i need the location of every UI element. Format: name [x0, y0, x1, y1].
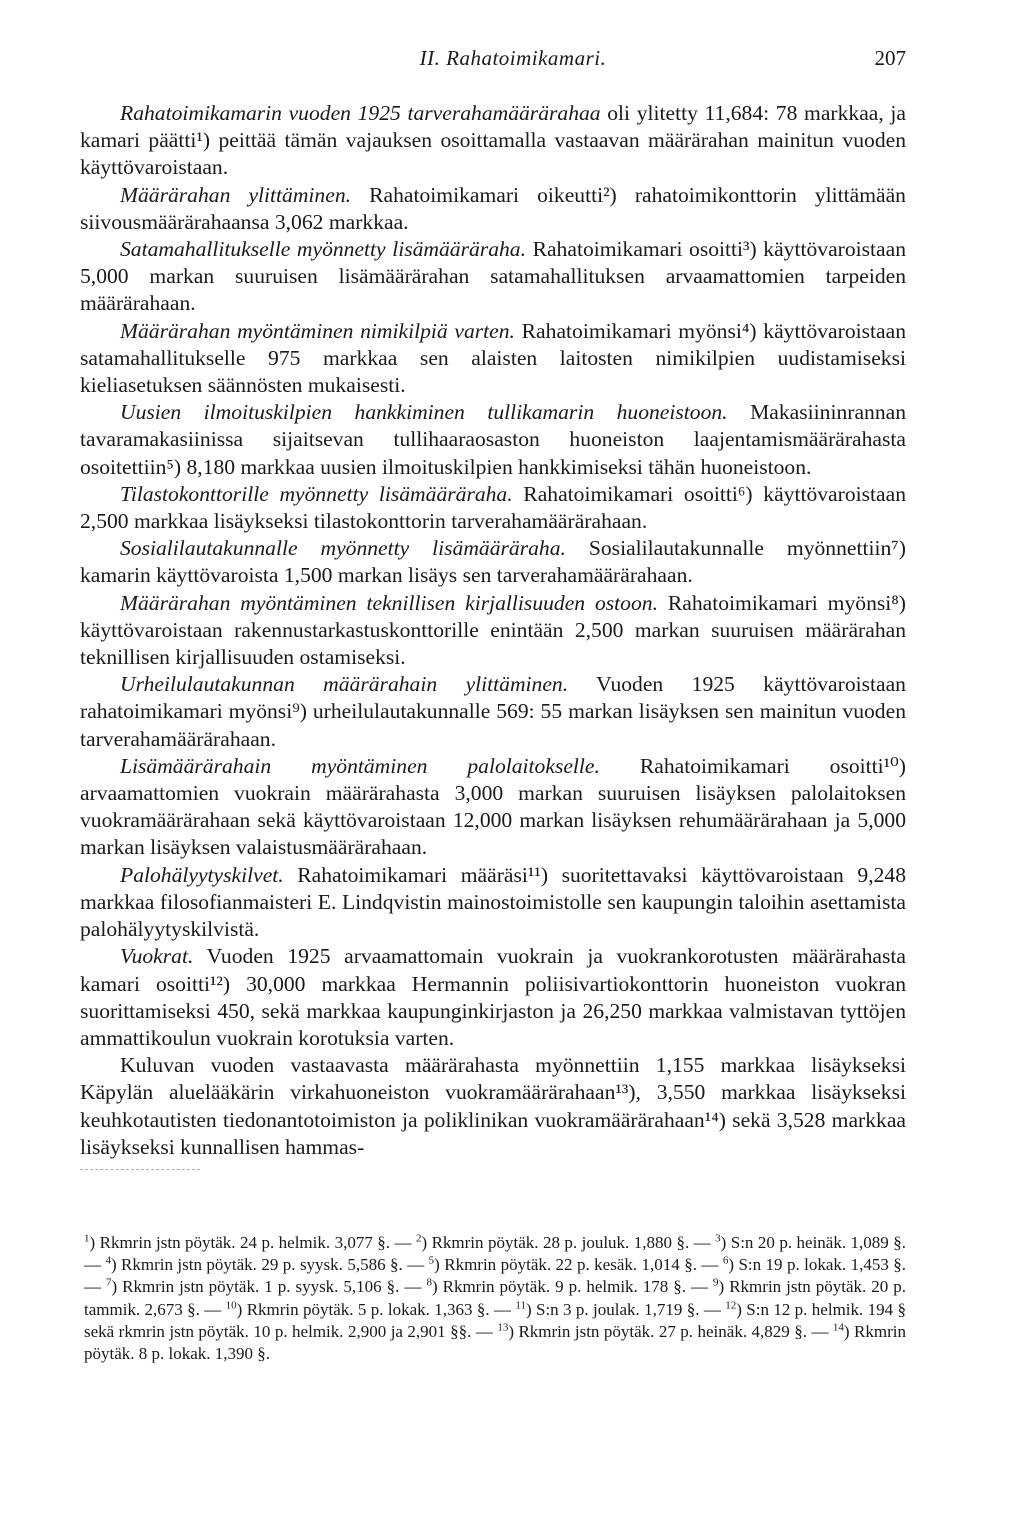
footnote: $^{11}$) S:n 3 p. joulak. 1,719 §. [515, 1298, 700, 1319]
footnote-mark: 12 [725, 1298, 737, 1311]
footnote-separator: — [199, 1299, 226, 1319]
paragraph-heading: Sosialilautakunnalle myönnetty lisämääräraha. [120, 536, 566, 561]
footnote: $^3$) S:n 20 p. heinäk. 1,089 §. [715, 1232, 907, 1252]
footnote-text: Rkmrin pöytäk. 5 p. lokak. 1,363 §. [242, 1299, 490, 1319]
page-number: 207 [874, 46, 906, 70]
footnote-separator: — [84, 1277, 106, 1297]
paragraph-text: Sosialilautakunnalle myönnettiin⁷) kamarin käyttövaroista 1,500 markan lisäys sen tarverahamäärärahaan. [80, 536, 906, 588]
footnote-text: Rkmrin jstn pöytäk. 20 p. tammik. 2,673 §. [84, 1277, 906, 1319]
footnote-text: Rkmrin jstn pöytäk. 27 p. heinäk. 4,829 §. [513, 1321, 807, 1341]
footnote-mark: 3 [715, 1232, 721, 1245]
footnote-mark: 2 [415, 1232, 422, 1245]
footnote-separator: — [390, 1232, 416, 1252]
footnote-text: Rkmrin pöytäk. 8 p. lokak. 1,390 §. [84, 1321, 906, 1363]
footnote: $^8$) Rkmrin pöytäk. 9 p. helmik. 178 §. [426, 1276, 687, 1297]
footnote-separator: — [84, 1255, 106, 1275]
footnote-text: Rkmrin jstn pöytäk. 1 p. syysk. 5,106 §. [117, 1277, 400, 1297]
footnote-mark: 5 [428, 1254, 435, 1267]
footnote-mark: 8 [426, 1276, 432, 1289]
footnote-separator: — [399, 1277, 427, 1297]
running-header [80, 40, 906, 80]
paragraph [80, 399, 906, 481]
footnote-separator: — [696, 1255, 723, 1275]
footnote-text: Rkmrin pöytäk. 28 p. jouluk. 1,880 §. [427, 1232, 690, 1252]
footnote-text: S:n 20 p. heinäk. 1,089 §. [726, 1232, 907, 1252]
running-title: II. Rahatoimikamari. [419, 46, 607, 70]
paragraph-text: Rahatoimikamari oikeutti²) rahatoimikonttorin ylittämään siivousmäärärahaansa 3,062 markkaa. [80, 182, 906, 234]
footnote: $^1$) Rkmrin jstn pöytäk. 24 p. helmik. 3,077 §. [84, 1232, 391, 1252]
paragraph [80, 1052, 906, 1161]
footnote-separator: — [807, 1321, 833, 1341]
paragraph-text: Rahatoimikamari osoitti³) käyttövaroistaan 5,000 markan suuruisen lisämäärärahan satamahallituksen arvaamattomien tarpeiden määrärahaan. [80, 237, 907, 316]
footnote: $^{13}$) Rkmrin jstn pöytäk. 27 p. heinäk. 4,829 §. [497, 1321, 807, 1341]
footnote-text: Rkmrin jstn pöytäk. 24 p. helmik. 3,077 §. [95, 1232, 391, 1252]
footnote: $^5$) Rkmrin pöytäk. 22 p. kesäk. 1,014 §. [428, 1254, 697, 1275]
footnote: $^9$) Rkmrin jstn pöytäk. 20 p. tammik. 2,673 §. [84, 1276, 906, 1319]
paragraph [80, 100, 906, 182]
paragraph-text: Rahatoimikamari osoitti⁶) käyttövaroistaan 2,500 markkaa lisäykseksi tilastokonttorin tarverahamäärärahaan. [80, 481, 906, 534]
footnote-separator: — [489, 1299, 516, 1319]
paragraph [80, 943, 906, 1052]
footnote-text: S:n 12 p. helmik. 194 § sekä rkmrin jstn pöytäk. 10 p. helmik. 2,900 ja 2,901 §§. [84, 1299, 906, 1341]
footnote: $^{12}$) S:n 12 p. helmik. 194 § sekä rkmrin jstn pöytäk. 10 p. helmik. 2,900 ja 2,901 §§. [84, 1298, 906, 1341]
footnote-separator: — [402, 1255, 429, 1275]
footnote-text: S:n 3 p. joulak. 1,719 §. [531, 1299, 700, 1319]
footnote: $^{10}$) Rkmrin pöytäk. 5 p. lokak. 1,363 §. [225, 1298, 490, 1319]
footnote-text: S:n 19 p. lokak. 1,453 §. [734, 1255, 907, 1275]
paragraph [80, 535, 906, 589]
footnote-divider [80, 1169, 200, 1170]
paragraph-heading: Satamahallitukselle myönnetty lisämääräraha. [120, 237, 526, 262]
paragraph [80, 481, 906, 535]
footnote-mark: 7 [106, 1276, 112, 1289]
body-text [80, 100, 906, 1161]
footnote: $^{14}$) Rkmrin pöytäk. 8 p. lokak. 1,390 §. [84, 1321, 906, 1363]
footnote: $^4$) Rkmrin jstn pöytäk. 29 p. syysk. 5,586 §. [105, 1254, 403, 1275]
paragraph-text: Rahatoimikamari myönsi⁴) käyttövaroistaan satamahallitukselle 975 markkaa sen alaisten laitosten nimikilpien uudistamiseksi kieliasetuksen säännösten mukaisesti. [80, 318, 906, 398]
footnote-separator: — [689, 1232, 716, 1252]
paragraph [80, 182, 906, 236]
footnote-mark: 11 [515, 1298, 526, 1311]
paragraph-text: Rahatoimikamari määräsi¹¹) suoritettavaksi käyttövaroistaan 9,248 markkaa filosofianmaisteri E. Lindqvistin mainostoimistolle sen kaupungin taloihin asettamista palohälyytyskilvistä. [80, 862, 906, 942]
footnote: $^7$) Rkmrin jstn pöytäk. 1 p. syysk. 5,106 §. [106, 1276, 400, 1297]
paragraph-text: Vuoden 1925 käyttövaroistaan rahatoimikamari myönsi⁹) urheilulautakunnalle 569: 55 markan lisäyksen sen mainitun vuoden tarverahamäärärahaan. [80, 672, 906, 751]
footnote-separator: — [686, 1277, 714, 1297]
footnote-mark: 14 [832, 1321, 844, 1334]
paragraph-text: Vuoden 1925 arvaamattomain vuokrain ja vuokrankorotusten määrärahasta kamari osoitti¹²) 30,000 markkaa Hermannin poliisivartiokonttorin huoneiston vuokran suorittamiseksi 450, sekä markkaa kaupunginkirjaston ja 26,250 markkaa valmistavan tyttöjen ammattikoulun vuokrain korotuksia varten. [80, 944, 906, 1050]
paragraph [80, 862, 906, 944]
paragraph [80, 318, 906, 400]
footnote-mark: 13 [497, 1321, 509, 1334]
paragraph-heading: Määrärahan myöntäminen teknillisen kirjallisuuden ostoon. [120, 590, 658, 615]
paragraph-text: oli ylitetty 11,684: 78 markkaa, ja kamari päätti¹) peittää tämän vajauksen osoittamalla vastaavan määrärahan mainitun vuoden käyttövaroistaan. [80, 101, 907, 180]
paragraph-heading: Uusien ilmoituskilpien hankkiminen tullikamarin huoneistoon. [120, 400, 728, 425]
footnotes [80, 1232, 906, 1365]
footnote-mark: 9 [713, 1276, 719, 1289]
footnote-mark: 10 [225, 1298, 237, 1311]
footnote-text: Rkmrin pöytäk. 22 p. kesäk. 1,014 §. [439, 1255, 697, 1275]
paragraph-heading: Palohälyytyskilvet. [120, 862, 284, 887]
footnote-mark: 4 [105, 1254, 111, 1267]
paragraph-heading: Lisämäärärahain myöntäminen palolaitokselle. [120, 753, 600, 778]
paragraph-heading: Määrärahan myöntäminen nimikilpiä varten. [120, 318, 515, 343]
book-page [80, 40, 906, 1365]
paragraph-text: Kuluvan vuoden vastaavasta määrärahasta myönnettiin 1,155 markkaa lisäykseksi Käpylän aluelääkärin virkahuoneiston vuokramäärärahaan¹³), 3,550 markkaa lisäykseksi keuhkotautisten tiedonantotoimiston ja poliklinikan vuokramäärärahaan¹⁴) sekä 3,528 markkaa lisäykseksi kunnallisen hammas- [80, 1053, 906, 1159]
footnote-separator: — [699, 1299, 726, 1319]
paragraph [80, 753, 906, 862]
paragraph [80, 590, 906, 672]
paragraph-heading: Vuokrat. [120, 944, 194, 969]
paragraph [80, 236, 906, 318]
footnote: $^6$) S:n 19 p. lokak. 1,453 §. [722, 1254, 907, 1275]
footnote-separator: — [471, 1321, 498, 1341]
paragraph-text: Makasiininrannan tavaramakasiinissa sijaitsevan tullihaaraosaston huoneiston laajentamismäärärahasta osoitettiin⁵) 8,180 markkaa uusien ilmoituskilpien hankkimiseksi tähän huoneistoon. [80, 400, 907, 479]
footnote-text: Rkmrin pöytäk. 9 p. helmik. 178 §. [437, 1277, 687, 1297]
paragraph-text: Rahatoimikamari myönsi⁸) käyttövaroistaan rakennustarkastuskonttorille enintään 2,500 markan suuruisen määrärahan teknillisen kirjallisuuden ostamiseksi. [80, 590, 906, 670]
paragraph-heading: Urheilulautakunnan määrärahain ylittäminen. [120, 672, 569, 697]
footnote-text: Rkmrin jstn pöytäk. 29 p. syysk. 5,586 §. [116, 1255, 403, 1275]
footnote-mark: 1 [84, 1232, 90, 1245]
paragraph-heading: Määrärahan ylittäminen. [120, 182, 352, 207]
paragraph [80, 671, 906, 753]
footnote: $^2$) Rkmrin pöytäk. 28 p. jouluk. 1,880 §. [415, 1232, 690, 1252]
paragraph-heading: Rahatoimikamarin vuoden 1925 tarverahamäärärahaa [120, 101, 601, 125]
footnote-mark: 6 [722, 1254, 729, 1267]
paragraph-text: Rahatoimikamari osoitti¹⁰) arvaamattomien vuokrain määrärahasta 3,000 markan suuruisen lisäyksen palolaitoksen vuokramäärärahaan sekä käyttövaroistaan 12,000 markan lisäyksen rehumäärärahaan ja 5,000 markan lisäyksen valaistusmäärärahaan. [80, 753, 906, 860]
paragraph-heading: Tilastokonttorille myönnetty lisämääräraha. [120, 481, 513, 506]
